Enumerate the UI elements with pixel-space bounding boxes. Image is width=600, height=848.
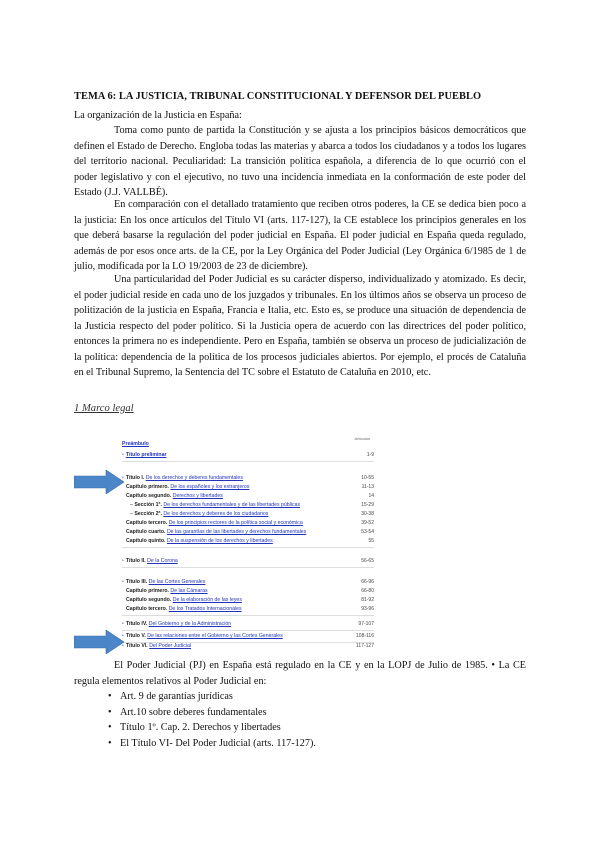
toc-row[interactable]: Capítulo segundo. Derechos y libertades 14 (126, 493, 374, 499)
toc-row[interactable]: – Sección 1ª. De los derechos fundamentales y de las libertades públicas 15-29 (130, 502, 374, 508)
constitution-index (74, 434, 374, 650)
toc-row[interactable]: • Título V. De las relaciones entre el Gobierno y las Cortes Generales 108-116 (74, 632, 374, 640)
toc-row[interactable]: Capítulo cuarto. De las garantías de las libertades y derechos fundamentales 53-54 (126, 529, 374, 535)
bullet-icon: • (122, 643, 124, 649)
toc-row[interactable]: • Título VI. Del Poder Judicial 117-127 (122, 643, 374, 649)
toc-row[interactable]: Capítulo tercero. De los Tratados Internacionales 93-96 (74, 605, 374, 613)
toc-row[interactable]: Capítulo segundo. De la elaboración de las leyes 81-92 (126, 597, 374, 603)
toc-header: Artículos (354, 436, 370, 441)
paragraph-3: Una particularidad del Poder Judicial es su carácter disperso, individualizado y atomizado. Es decir, el poder judicial reside en cada uno de los juzgados y tribunales. En los últimos años se observa un proceso de politización de la justicia en España, Francia e Italia, etc. Esto es, se produce una situación de dependencia de la Justicia respecto del poder político. Si la Justicia opera de acuerdo con las directrices del poder político, entonces la primera no es independiente. Pero en España, también se observa un proceso de judicialización de la política: dependencia de la política de los procesos judiciales abiertos. Por ejemplo, el procés de Cataluña en el Tribunal Supremo, la Sentencia del TC sobre el Estatuto de Cataluña en 2010, etc. (74, 274, 526, 378)
list-item: • Título 1º. Cap. 2. Derechos y libertades (108, 720, 316, 736)
toc-row[interactable]: Capítulo primero. De los españoles y los extranjeros 11-13 (126, 484, 374, 490)
list-item: • Art.10 sobre deberes fundamentales (108, 705, 316, 721)
arrow-right-icon (74, 630, 124, 654)
toc-link[interactable]: Título preliminar (125, 452, 167, 458)
section-heading: 1 Marco legal (74, 403, 134, 414)
bullet-icon: • (122, 475, 124, 481)
paragraph-1: Toma como punto de partida la Constitución y se ajusta a los principios básicos democráticos que definen el Estado de Derecho. Engloba todas las materias y abarca a todos los ciudadanos y a todos los lugares del territorio nacional. Peculiaridad: La transición política española, a diferencia de lo que ocurrió con el poder legislativo y con el ejecutivo, no tuvo una incidencia inmediata en la conformación de este poder del Estado (J.J. VALLBÉ). (74, 125, 526, 198)
paragraph-2: En comparación con el detallado tratamiento que reciben otros poderes, la CE se dedica bien poco a la justicia: En los once artículos del Título VI (arts. 117-127), la CE establece los principios generales en los que deberá basarse la regulación del poder judicial en España. El poder judicial en España queda regulado, además de por esos once arts. de la CE, por la Ley Orgánica del Poder Judicial (Ley Orgánica 6/1985 de 1 de julio, modificada por la LO 19/2003 de 23 de diciembre). (74, 199, 526, 272)
document-title: TEMA 6: LA JUSTICIA, TRIBUNAL CONSTITUCIONAL Y DEFENSOR DEL PUEBLO (74, 91, 482, 102)
paragraph-4: El Poder Judicial (PJ) en España está regulado en la CE y en la LOPJ de Julio de 1985. • La CE regula elementos relativos al Poder Judicial en: (74, 660, 526, 687)
arrow-right-icon (74, 470, 124, 494)
bullet-icon: • (122, 558, 124, 564)
bullet-icon: • (122, 452, 124, 458)
bullet-icon: • (122, 621, 124, 627)
bullet-icon: • (122, 579, 124, 585)
toc-row[interactable]: – Sección 2ª. De los derechos y deberes de los ciudadanos 30-38 (130, 511, 374, 517)
toc-row[interactable]: Capítulo primero. De las Cámaras 66-80 (126, 588, 374, 594)
toc-page: 10-55 (361, 475, 374, 481)
toc-row[interactable] (74, 451, 374, 459)
toc-row[interactable]: • Título III. De las Cortes Generales 66-96 (122, 579, 374, 585)
list-item: • El Título VI- Del Poder Judicial (arts. 117-127). (108, 736, 316, 752)
bullet-icon: • (122, 633, 124, 639)
list-item: • Art. 9 de garantías jurídicas (108, 689, 316, 705)
toc-row[interactable]: Capítulo tercero. De los principios rectores de la política social y económica 39-52 (126, 520, 374, 526)
regulation-list (108, 689, 316, 751)
toc-row[interactable]: Capítulo quinto. De la suspensión de los derechos y libertades 55 (74, 537, 374, 545)
toc-row[interactable]: • Título IV. Del Gobierno y de la Administración 97-107 (74, 620, 374, 628)
toc-link[interactable]: Preámbulo (122, 441, 149, 447)
toc-row[interactable] (74, 440, 374, 448)
intro-line: La organización de la Justicia en España: (74, 110, 242, 121)
toc-page: 1-9 (366, 452, 374, 458)
toc-row[interactable]: • Título II. De la Corona 56-65 (74, 557, 374, 565)
toc-row[interactable]: • Título I. De los derechos y deberes fundamentales 10-55 (122, 475, 374, 481)
